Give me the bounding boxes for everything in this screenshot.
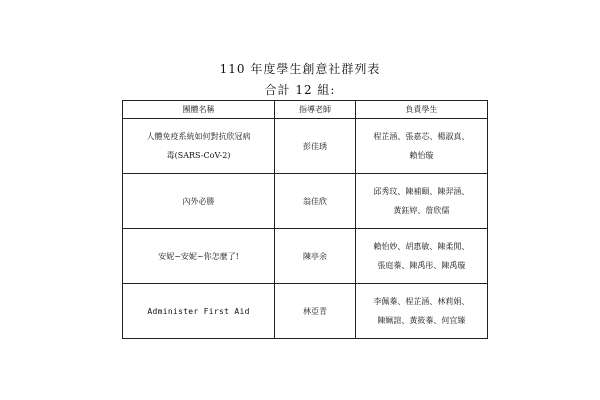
- students-cell: [355, 229, 487, 284]
- students-line: 張庭蓁、陳禹彤、陳禹璇: [377, 261, 466, 270]
- groups-table: [122, 100, 488, 339]
- students-line: 陳姵諠、黃筱蓁、何宜臻: [377, 316, 466, 325]
- table-row: [123, 174, 488, 229]
- group-name-line: 內外必勝: [182, 196, 215, 206]
- header-students: 負責學生: [355, 101, 487, 119]
- group-name-line: Administer First Aid: [147, 306, 250, 316]
- teacher-cell: 陳亭余: [275, 229, 356, 284]
- document-title: 110 年度學生創意社群列表: [219, 62, 381, 76]
- students-cell: [355, 284, 487, 339]
- students-line: 賴怡妙、胡惠敏、陳柔閒、: [373, 242, 470, 251]
- header-teacher: 指導老師: [275, 101, 356, 119]
- document-subtitle: 合計 12 組:: [264, 83, 336, 97]
- table-header-row: [123, 101, 488, 119]
- students-line: 李佩蓁、程芷涵、林莉娟、: [373, 297, 470, 306]
- group-name-line: 安妮~安妮~你怎麼了!: [158, 251, 239, 261]
- students-line: 程芷涵、張嘉芯、楊淑真、: [373, 132, 470, 141]
- header-group-name: 團體名稱: [123, 101, 275, 119]
- group-name-cell: [123, 119, 275, 174]
- group-name-cell: [123, 174, 275, 229]
- group-name-cell: [123, 229, 275, 284]
- teacher-cell: 彭佳琇: [275, 119, 356, 174]
- students-line: 邱秀玟、陳補頤、陳羿涵、: [373, 187, 470, 196]
- teacher-cell: 林亞青: [275, 284, 356, 339]
- students-line: 賴怡璇: [409, 151, 434, 160]
- students-cell: [355, 119, 487, 174]
- group-name-line: 毒(SARS-CoV-2): [166, 151, 231, 160]
- teacher-cell: 翁佳欣: [275, 174, 356, 229]
- group-name-cell: [123, 284, 275, 339]
- students-cell: [355, 174, 487, 229]
- students-line: 黃鈺婷、詹欣儒: [393, 206, 450, 215]
- group-name-line: 人體免疫系統如何對抗欣冠病: [146, 132, 251, 141]
- table-row: [123, 229, 488, 284]
- table-row: [123, 119, 488, 174]
- table-row: [123, 284, 488, 339]
